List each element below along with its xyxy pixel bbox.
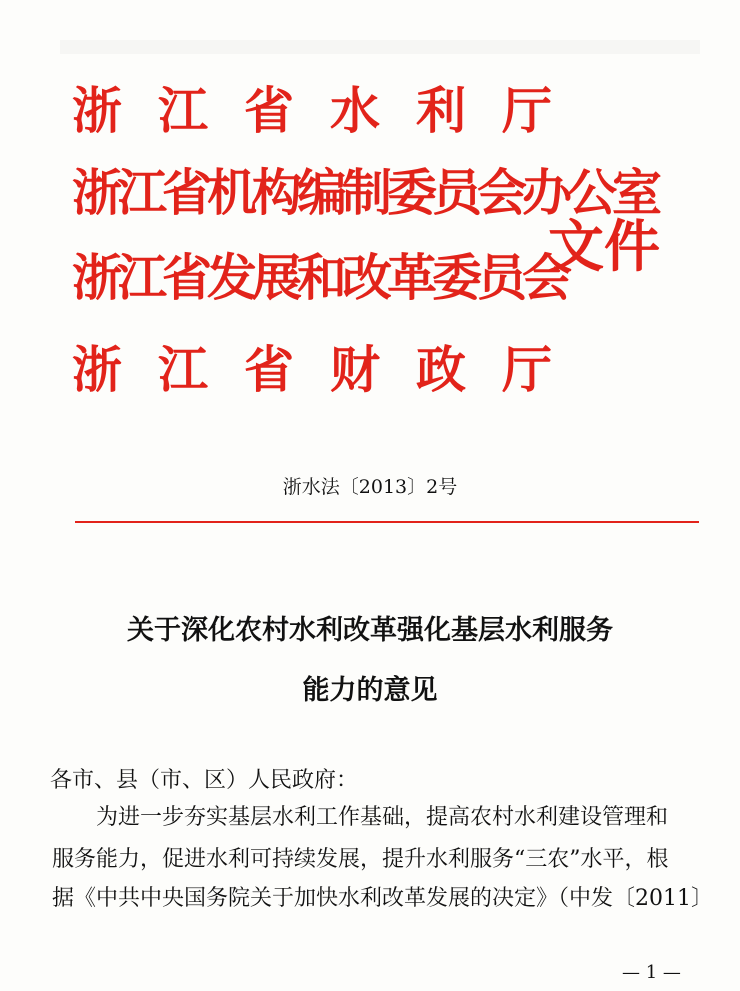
- body-line: 为进一步夯实基层水利工作基础，提高农村水利建设管理和: [96, 805, 669, 830]
- body-line: 据《中共中央国务院关于加快水利改革发展的决定》（中发〔2011〕: [52, 886, 713, 911]
- issuer-name-finance: 浙江省财政厅: [72, 341, 588, 399]
- bleed-through-shadow: [60, 40, 700, 54]
- addressee: 各市、县（市、区）人民政府：: [50, 768, 359, 793]
- issuer-name-development-reform: 浙江省发展和改革委员会: [72, 249, 567, 307]
- document-type-label: 文件: [548, 215, 660, 280]
- page-number: — 1 —: [622, 962, 681, 983]
- body-line: 服务能力，促进水利可持续发展，提升水利服务“三农”水平，根: [52, 847, 669, 872]
- issuer-name-water-resources: 浙江省水利厅: [72, 82, 588, 140]
- document-number: 浙水法〔2013〕2号: [282, 476, 458, 498]
- document-title-line-2: 能力的意见: [302, 675, 438, 706]
- red-divider-line: [75, 521, 699, 523]
- document-title-line-1: 关于深化农村水利改革强化基层水利服务: [127, 615, 613, 646]
- issuer-name-staffing-office: 浙江省机构编制委员会办公室: [72, 164, 657, 222]
